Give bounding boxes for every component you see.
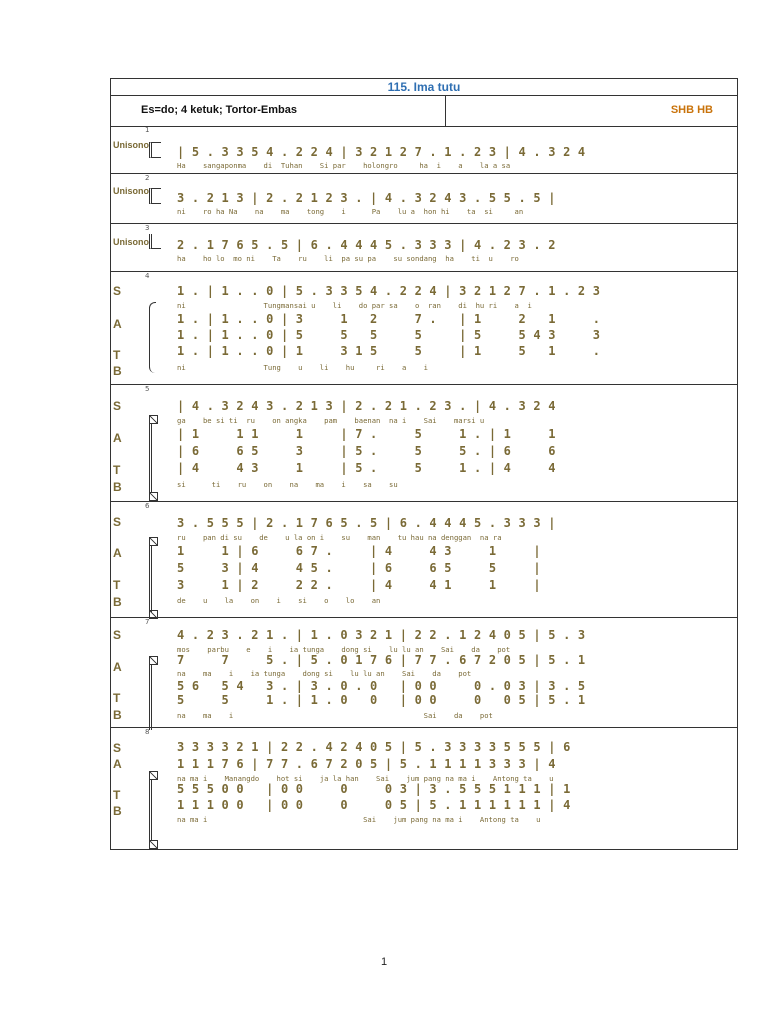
system-number: 8: [145, 728, 150, 736]
voice-label: Unisono: [113, 186, 149, 196]
notation-line-soprano: | 4 . 3 2 4 3 . 2 1 3 | 2 . 2 1 . 2 3 . | 4 . 3 2 4: [177, 399, 556, 413]
voice-label-alto: A: [113, 660, 122, 674]
voice-label-bass: B: [113, 804, 122, 818]
system-number: 4: [145, 272, 150, 280]
notation-line-tenor: | 6 6 5 3 | 5 . 5 5 . | 6 6: [177, 444, 556, 458]
notation-line: 3 . 2 1 3 | 2 . 2 1 2 3 . | 4 . 3 2 4 3 . 5 5 . 5 |: [177, 191, 556, 205]
notation-line: | 5 . 3 3 5 4 . 2 2 4 | 3 2 1 2 7 . 1 . 2 3 | 4 . 3 2 4: [177, 145, 586, 159]
system-number: 7: [145, 618, 150, 626]
bracket-end-icon: [149, 771, 158, 780]
voice-label-soprano: S: [113, 515, 122, 529]
notation-line-bass: 1 . | 1 . . 0 | 1 3 1 5 5 | 1 5 1 .: [177, 344, 601, 358]
notation-line-alto: | 1 1 1 1 | 7 . 5 1 . | 1 1: [177, 427, 556, 441]
lyrics-line: de u la on i si o lo an: [177, 596, 381, 605]
voice-label-alto: A: [113, 317, 122, 331]
lyrics-line: ru pan di su de u la on i su man tu hau na denggan na ra: [177, 533, 502, 542]
voice-label-bass: B: [113, 480, 122, 494]
system-8: [111, 728, 737, 849]
notation-line-tenor: 1 . | 1 . . 0 | 5 5 5 5 | 5 5 4 3 3: [177, 328, 601, 342]
voice-label-soprano: S: [113, 399, 122, 413]
notation-line-alto: 1 1 1 7 6 | 7 7 . 6 7 2 0 5 | 5 . 1 1 1 1 3 3 3 | 4: [177, 757, 556, 771]
score-sheet: [110, 78, 738, 850]
lyrics-line: si ti ru on na ma i sa su: [177, 480, 398, 489]
voice-label: Unisono: [113, 237, 149, 247]
notation-line-tenor: 5 3 | 4 4 5 . | 6 6 5 5 |: [177, 561, 541, 575]
bracket-icon: [149, 665, 160, 730]
bracket-end-icon: [149, 415, 158, 424]
lyrics-line: ga be si ti ru on angka pam baenan na i Sai marsi u: [177, 416, 485, 425]
notation-line-alto: 1 . | 1 . . 0 | 3 1 2 7 . | 1 2 1 .: [177, 312, 601, 326]
bracket-icon: [149, 546, 160, 612]
system-5: [111, 385, 737, 502]
bracket-icon: [149, 780, 160, 840]
voice-label-tenor: T: [113, 578, 121, 592]
notation-line-soprano: 3 3 3 3 2 1 | 2 2 . 4 2 4 0 5 | 5 . 3 3 3 3 5 5 5 | 6: [177, 740, 571, 754]
voice-label-soprano: S: [113, 284, 122, 298]
system-number: 6: [145, 502, 150, 510]
info-bar: [111, 95, 737, 127]
bracket-end-icon: [149, 840, 158, 849]
voice-label-bass: B: [113, 708, 122, 722]
voice-label-tenor: T: [113, 348, 121, 362]
lyrics-line: na ma i ia tunga dong si lu lu an Sai da pot: [177, 669, 472, 678]
notation-line-bass: 3 1 | 2 2 2 . | 4 4 1 1 |: [177, 578, 541, 592]
lyrics-line: na ma i Manangdo hot si ja la han Sai jum pang na ma i Antong ta u: [177, 774, 554, 783]
bracket-icon: [149, 142, 161, 158]
voice-label-alto: A: [113, 546, 122, 560]
lyrics-line: ni ro ha Na na ma tong i Pa lu a hon hi ta si an: [177, 207, 524, 216]
system-4: [111, 272, 737, 385]
bracket-icon: [149, 424, 160, 492]
bracket-end-icon: [149, 537, 158, 546]
publisher-label: SHB HB: [670, 104, 713, 116]
system-6: [111, 502, 737, 618]
notation-line-bass: 5 5 1 . | 1 . 0 0 | 0 0 0 0 5 | 5 . 1: [177, 693, 586, 707]
notation-line-bass: | 4 4 3 1 | 5 . 5 1 . | 4 4: [177, 461, 556, 475]
notation-line-alto: 1 1 | 6 6 7 . | 4 4 3 1 |: [177, 544, 541, 558]
notation-line-tenor: 5 5 5 0 0 | 0 0 0 0 3 | 3 . 5 5 5 1 1 1 | 1: [177, 782, 571, 796]
notation-line-soprano: 4 . 2 3 . 2 1 . | 1 . 0 3 2 1 | 2 2 . 1 2 4 0 5 | 5 . 3: [177, 628, 586, 642]
divider: [445, 95, 446, 126]
system-number: 2: [145, 174, 150, 182]
notation-line-bass: 1 1 1 0 0 | 0 0 0 0 5 | 5 . 1 1 1 1 1 1 | 4: [177, 798, 571, 812]
voice-label-tenor: T: [113, 691, 121, 705]
lyrics-line: ha ho lo mo ni Ta ru li pa su pa su sondang ha ti u ro: [177, 254, 519, 263]
voice-label-soprano: S: [113, 741, 122, 755]
system-number: 3: [145, 224, 150, 232]
notation-line-alto: 7 7 5 . | 5 . 0 1 7 6 | 7 7 . 6 7 2 0 5 | 5 . 1: [177, 653, 586, 667]
voice-label-soprano: S: [113, 628, 122, 642]
bracket-icon: [149, 188, 161, 204]
bracket-end-icon: [149, 492, 158, 501]
system-1: [111, 126, 737, 174]
notation-line: 2 . 1 7 6 5 . 5 | 6 . 4 4 4 5 . 3 3 3 | 4 . 2 3 . 2: [177, 238, 556, 252]
voice-label-tenor: T: [113, 463, 121, 477]
system-7: [111, 618, 737, 728]
voice-label-bass: B: [113, 364, 122, 378]
voice-label: Unisono: [113, 140, 149, 150]
song-title: 115. Ima tutu: [111, 79, 737, 96]
bracket-icon: [149, 234, 161, 249]
voice-label-alto: A: [113, 431, 122, 445]
lyrics-line: na ma i Sai jum pang na ma i Antong ta u: [177, 815, 541, 824]
system-2: [111, 174, 737, 224]
voice-label-tenor: T: [113, 788, 121, 802]
bracket-end-icon: [149, 656, 158, 665]
system-3: [111, 224, 737, 272]
page-number: 1: [380, 956, 388, 968]
key-signature: Es=do; 4 ketuk; Tortor-Embas: [141, 104, 297, 116]
notation-line-tenor: 5 6 5 4 3 . | 3 . 0 . 0 | 0 0 0 . 0 3 | 3 . 5: [177, 679, 586, 693]
voice-label-alto: A: [113, 757, 122, 771]
voice-label-bass: B: [113, 595, 122, 609]
notation-line-soprano: 3 . 5 5 5 | 2 . 1 7 6 5 . 5 | 6 . 4 4 4 5 . 3 3 3 |: [177, 516, 556, 530]
lyrics-line: ni Tungmansai u li do par sa o ran di hu ri a i: [177, 301, 532, 310]
lyrics-line: mos parbu e i ia tunga dong si lu lu an Sai da pot: [177, 645, 511, 654]
notation-line-soprano: 1 . | 1 . . 0 | 5 . 3 3 5 4 . 2 2 4 | 3 2 1 2 7 . 1 . 2 3: [177, 284, 601, 298]
system-number: 1: [145, 126, 150, 134]
lyrics-line: na ma i Sai da pot: [177, 711, 493, 720]
lyrics-line: ni Tung u li hu ri a i: [177, 363, 428, 372]
system-number: 5: [145, 385, 150, 393]
brace-icon: [149, 302, 156, 373]
lyrics-line: Ha sangaponma di Tuhan Si par holongro ha i a la a sa: [177, 161, 511, 170]
